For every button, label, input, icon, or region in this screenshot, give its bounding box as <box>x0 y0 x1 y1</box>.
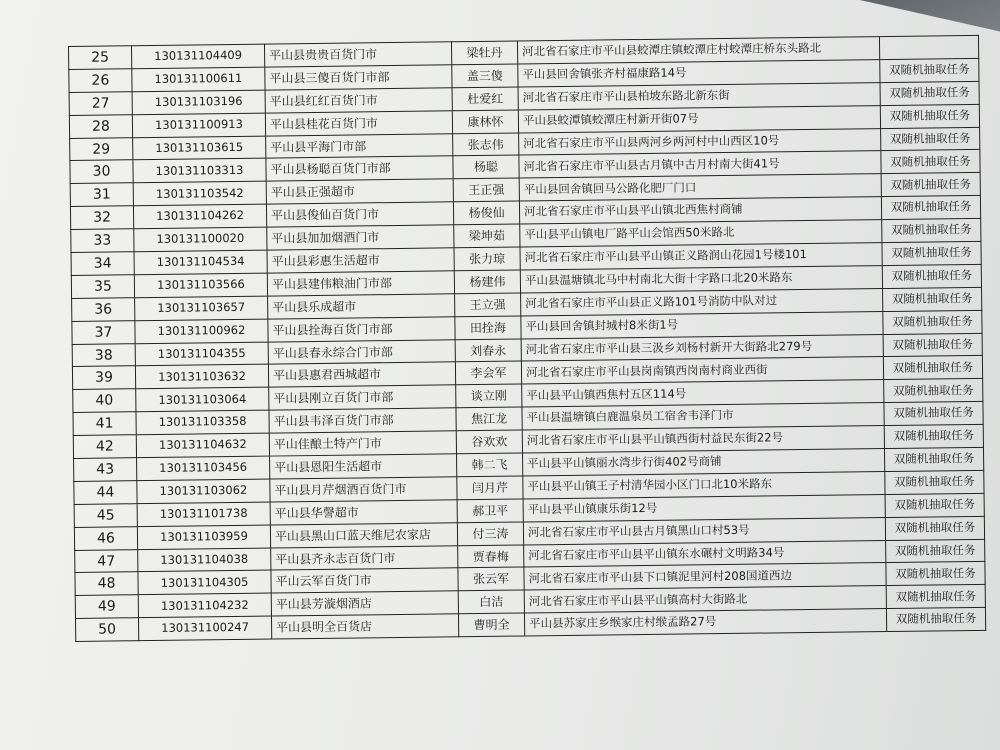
registration-code-cell: 130131103566 <box>134 273 267 298</box>
registration-code-cell: 130131103959 <box>137 525 270 550</box>
person-in-charge-cell: 王立强 <box>455 293 521 317</box>
person-in-charge-cell: 闫月芹 <box>457 476 523 500</box>
person-in-charge-cell: 张云军 <box>458 567 524 591</box>
registration-code-cell: 130131103358 <box>136 410 269 435</box>
task-type-cell: 双随机抽取任务 <box>881 127 980 151</box>
task-type-cell <box>879 35 978 59</box>
business-name-cell: 平山县华謦超市 <box>270 500 457 525</box>
business-address-cell: 平山县平山镇王子村清华园小区门口北10米路东 <box>523 471 885 498</box>
person-in-charge-cell: 杨建伟 <box>454 270 520 294</box>
person-in-charge-cell: 田拴海 <box>455 316 521 340</box>
row-number-cell: 25 <box>69 46 132 70</box>
business-name-cell: 平山县刚立百货门市部 <box>269 385 456 410</box>
person-in-charge-cell: 韩二飞 <box>457 453 523 477</box>
person-in-charge-cell: 贾春梅 <box>458 545 524 569</box>
row-number-cell: 47 <box>75 549 138 573</box>
row-number-cell: 29 <box>70 137 133 161</box>
row-number-cell: 46 <box>74 526 137 550</box>
business-name-cell: 平山县春永综合门市部 <box>268 339 455 364</box>
person-in-charge-cell: 白洁 <box>458 590 524 614</box>
business-name-cell: 平山县加加烟酒门市 <box>267 225 454 250</box>
business-address-cell: 平山县平山镇电厂路平山会馆西50米路北 <box>520 220 882 247</box>
row-number-cell: 41 <box>73 412 136 436</box>
registration-code-cell: 130131103064 <box>136 387 269 412</box>
business-address-cell: 平山县温塘镇白鹿温泉员工宿舍韦泽门市 <box>522 403 884 430</box>
business-address-cell: 河北省石家庄市平山县平山镇正义路润山花园1号楼101 <box>520 243 882 270</box>
business-address-cell: 河北省石家庄市平山县古月镇黑山口村53号 <box>523 517 885 544</box>
registration-code-cell: 130131104038 <box>138 548 271 573</box>
task-type-cell: 双随机抽取任务 <box>883 356 982 380</box>
business-name-cell: 平山县惠君西城超市 <box>268 362 455 387</box>
business-name-cell: 平山县俊仙百货门市 <box>266 202 453 227</box>
business-address-cell: 河北省石家庄市平山县三汲乡刘杨村新开大街路北279号 <box>521 334 883 361</box>
person-in-charge-cell: 焦江龙 <box>456 407 522 431</box>
business-address-cell: 平山县蛟潭镇蛟潭庄村新开街07号 <box>518 105 880 132</box>
task-type-cell: 双随机抽取任务 <box>886 608 985 632</box>
business-address-cell: 河北省石家庄市平山县平山镇西街村益民东街22号 <box>522 426 884 453</box>
task-type-cell: 双随机抽取任务 <box>882 241 981 265</box>
registration-code-cell: 130131100962 <box>135 319 268 344</box>
business-name-cell: 平山县黑山口蓝天维尼农家店 <box>270 522 457 547</box>
business-address-cell: 平山县回舍镇回马公路化肥厂门口 <box>519 174 881 201</box>
business-address-cell: 河北省石家庄市平山县岗南镇西岗南村商业西街 <box>521 357 883 384</box>
task-type-cell: 双随机抽取任务 <box>883 333 982 357</box>
registration-code-cell: 130131103062 <box>137 479 270 504</box>
task-type-cell: 双随机抽取任务 <box>885 516 984 540</box>
business-name-cell: 平山县恩阳生活超市 <box>270 454 457 479</box>
table-body <box>69 35 986 641</box>
registration-code-cell: 130131100247 <box>138 616 271 641</box>
task-type-cell: 双随机抽取任务 <box>882 218 981 242</box>
person-in-charge-cell: 杜爱红 <box>452 87 518 111</box>
registration-code-cell: 130131103657 <box>135 296 268 321</box>
row-number-cell: 26 <box>69 69 132 93</box>
task-type-cell: 双随机抽取任务 <box>880 58 979 82</box>
person-in-charge-cell: 杨俊仙 <box>453 201 519 225</box>
business-address-cell: 河北省石家庄市平山县下口镇泥里河村208国道西边 <box>524 563 886 590</box>
business-address-cell: 河北省石家庄市平山县正义路101号消防中队对过 <box>521 288 883 315</box>
business-address-cell: 河北省石家庄市平山县柏坡东路北新东街 <box>518 82 880 109</box>
row-number-cell: 50 <box>75 618 138 642</box>
row-number-cell: 40 <box>73 389 136 413</box>
person-in-charge-cell: 谷欢欢 <box>456 430 522 454</box>
business-address-cell: 平山县回舍镇张齐村福康路14号 <box>518 59 880 86</box>
task-type-cell: 双随机抽取任务 <box>880 81 979 105</box>
row-number-cell: 32 <box>70 206 133 230</box>
person-in-charge-cell: 刘春永 <box>455 339 521 363</box>
business-name-cell: 平山县三傻百货门市部 <box>265 65 452 90</box>
row-number-cell: 42 <box>73 435 136 459</box>
registration-code-cell: 130131104632 <box>136 433 269 458</box>
registration-code-cell: 130131103196 <box>132 90 265 115</box>
task-type-cell: 双随机抽取任务 <box>880 104 979 128</box>
person-in-charge-cell: 梁牡丹 <box>451 41 517 65</box>
row-number-cell: 36 <box>72 298 135 322</box>
task-type-cell: 双随机抽取任务 <box>881 196 980 220</box>
registration-code-cell: 130131103615 <box>133 136 266 161</box>
row-number-cell: 43 <box>74 458 137 482</box>
task-type-cell: 双随机抽取任务 <box>886 585 985 609</box>
registration-code-cell: 130131104534 <box>134 250 267 275</box>
business-name-cell: 平山佳酿土特产门市 <box>269 431 456 456</box>
person-in-charge-cell: 曹明全 <box>458 613 524 637</box>
person-in-charge-cell: 梁坤茹 <box>454 224 520 248</box>
business-address-cell: 河北省石家庄市平山县古月镇中古月村南大街41号 <box>519 151 881 178</box>
business-name-cell: 平山县明全百货店 <box>271 614 458 639</box>
row-number-cell: 27 <box>69 92 132 116</box>
registration-code-cell: 130131104409 <box>132 44 265 69</box>
task-type-cell: 双随机抽取任务 <box>883 287 982 311</box>
person-in-charge-cell: 张力琼 <box>454 247 520 271</box>
business-name-cell: 平山县拴海百货门市部 <box>268 316 455 341</box>
task-type-cell: 双随机抽取任务 <box>881 173 980 197</box>
business-name-cell: 平山县正强超市 <box>266 179 453 204</box>
registration-code-cell: 130131104262 <box>133 204 266 229</box>
row-number-cell: 38 <box>72 343 135 367</box>
business-address-cell: 平山县温塘镇北马中村南北大街十字路口北20米路东 <box>520 265 882 292</box>
task-type-cell: 双随机抽取任务 <box>884 424 983 448</box>
person-in-charge-cell: 谈立刚 <box>456 384 522 408</box>
business-address-cell: 河北省石家庄市平山县蛟潭庄镇蛟潭庄村蛟潭庄桥东头路北 <box>517 37 879 64</box>
row-number-cell: 30 <box>70 160 133 184</box>
row-number-cell: 31 <box>70 183 133 207</box>
task-type-cell: 双随机抽取任务 <box>881 150 980 174</box>
registration-code-cell: 130131103456 <box>137 456 270 481</box>
business-name-cell: 平山县贵贵百货门市 <box>264 42 451 67</box>
business-address-cell: 平山县平山镇康乐街12号 <box>523 494 885 521</box>
registration-code-cell: 130131103632 <box>135 365 268 390</box>
business-address-cell: 河北省石家庄市平山县平山镇北西焦村商铺 <box>519 197 881 224</box>
business-name-cell: 平山县乐成超市 <box>268 294 455 319</box>
business-name-cell: 平山县桂花百货门市 <box>265 110 452 135</box>
business-name-cell: 平山县月芹烟酒百货门市 <box>270 477 457 502</box>
person-in-charge-cell: 张志伟 <box>453 133 519 157</box>
row-number-cell: 34 <box>71 252 134 276</box>
row-number-cell: 37 <box>72 320 135 344</box>
business-name-cell: 平山县平海门市部 <box>266 133 453 158</box>
person-in-charge-cell: 康林怀 <box>452 110 518 134</box>
registration-code-cell: 130131103542 <box>133 181 266 206</box>
business-address-cell: 河北省石家庄市平山县平山镇高村大街路北 <box>524 586 886 613</box>
registration-code-cell: 130131101738 <box>137 502 270 527</box>
task-type-cell: 双随机抽取任务 <box>886 562 985 586</box>
business-name-cell: 平山县彩惠生活超市 <box>267 248 454 273</box>
row-number-cell: 45 <box>74 504 137 528</box>
registration-code-cell: 130131104355 <box>135 342 268 367</box>
person-in-charge-cell: 王正强 <box>453 178 519 202</box>
row-number-cell: 49 <box>75 595 138 619</box>
task-type-cell: 双随机抽取任务 <box>883 310 982 334</box>
business-address-cell: 平山县平山镇西焦村五区114号 <box>522 380 884 407</box>
registration-code-cell: 130131104305 <box>138 571 271 596</box>
business-name-cell: 平山县杨聪百货门市部 <box>266 156 453 181</box>
business-address-cell: 平山县回舍镇封城村8米街1号 <box>521 311 883 338</box>
person-in-charge-cell: 杨聪 <box>453 155 519 179</box>
person-in-charge-cell: 盖三傻 <box>452 64 518 88</box>
business-name-cell: 平山县韦泽百货门市部 <box>269 408 456 433</box>
task-type-cell: 双随机抽取任务 <box>882 264 981 288</box>
registration-code-cell: 130131104232 <box>138 593 271 618</box>
task-type-cell: 双随机抽取任务 <box>884 447 983 471</box>
row-number-cell: 39 <box>72 366 135 390</box>
business-name-cell: 平山县红红百货门市 <box>265 88 452 113</box>
person-in-charge-cell: 付三涛 <box>457 522 523 546</box>
person-in-charge-cell: 郝卫平 <box>457 499 523 523</box>
registration-code-cell: 130131100611 <box>132 67 265 92</box>
person-in-charge-cell: 李会军 <box>455 361 521 385</box>
registration-code-cell: 130131100020 <box>134 227 267 252</box>
task-type-cell: 双随机抽取任务 <box>886 539 985 563</box>
task-type-cell: 双随机抽取任务 <box>884 379 983 403</box>
registration-code-cell: 130131100913 <box>132 113 265 138</box>
business-name-cell: 平山县芳漩烟酒店 <box>271 591 458 616</box>
row-number-cell: 28 <box>69 114 132 138</box>
business-name-cell: 平山县齐永志百货门市 <box>271 545 458 570</box>
task-type-cell: 双随机抽取任务 <box>885 470 984 494</box>
business-address-cell: 河北省石家庄市平山县平山镇东水碾村文明路34号 <box>524 540 886 567</box>
row-number-cell: 33 <box>71 229 134 253</box>
business-name-cell: 平山云军百货门市 <box>271 568 458 593</box>
task-type-cell: 双随机抽取任务 <box>885 493 984 517</box>
row-number-cell: 35 <box>71 275 134 299</box>
business-name-cell: 平山县建伟粮油门市部 <box>267 271 454 296</box>
row-number-cell: 48 <box>75 572 138 596</box>
task-type-cell: 双随机抽取任务 <box>884 402 983 426</box>
inspection-record-table <box>68 35 986 642</box>
business-address-cell: 平山县苏家庄乡缑家庄村缑孟路27号 <box>524 609 886 636</box>
business-address-cell: 平山县平山镇丽水湾步行街402号商铺 <box>523 449 885 476</box>
business-address-cell: 河北省石家庄市平山县两河乡两河村中山西区10号 <box>519 128 881 155</box>
registration-code-cell: 130131103313 <box>133 159 266 184</box>
row-number-cell: 44 <box>74 481 137 505</box>
